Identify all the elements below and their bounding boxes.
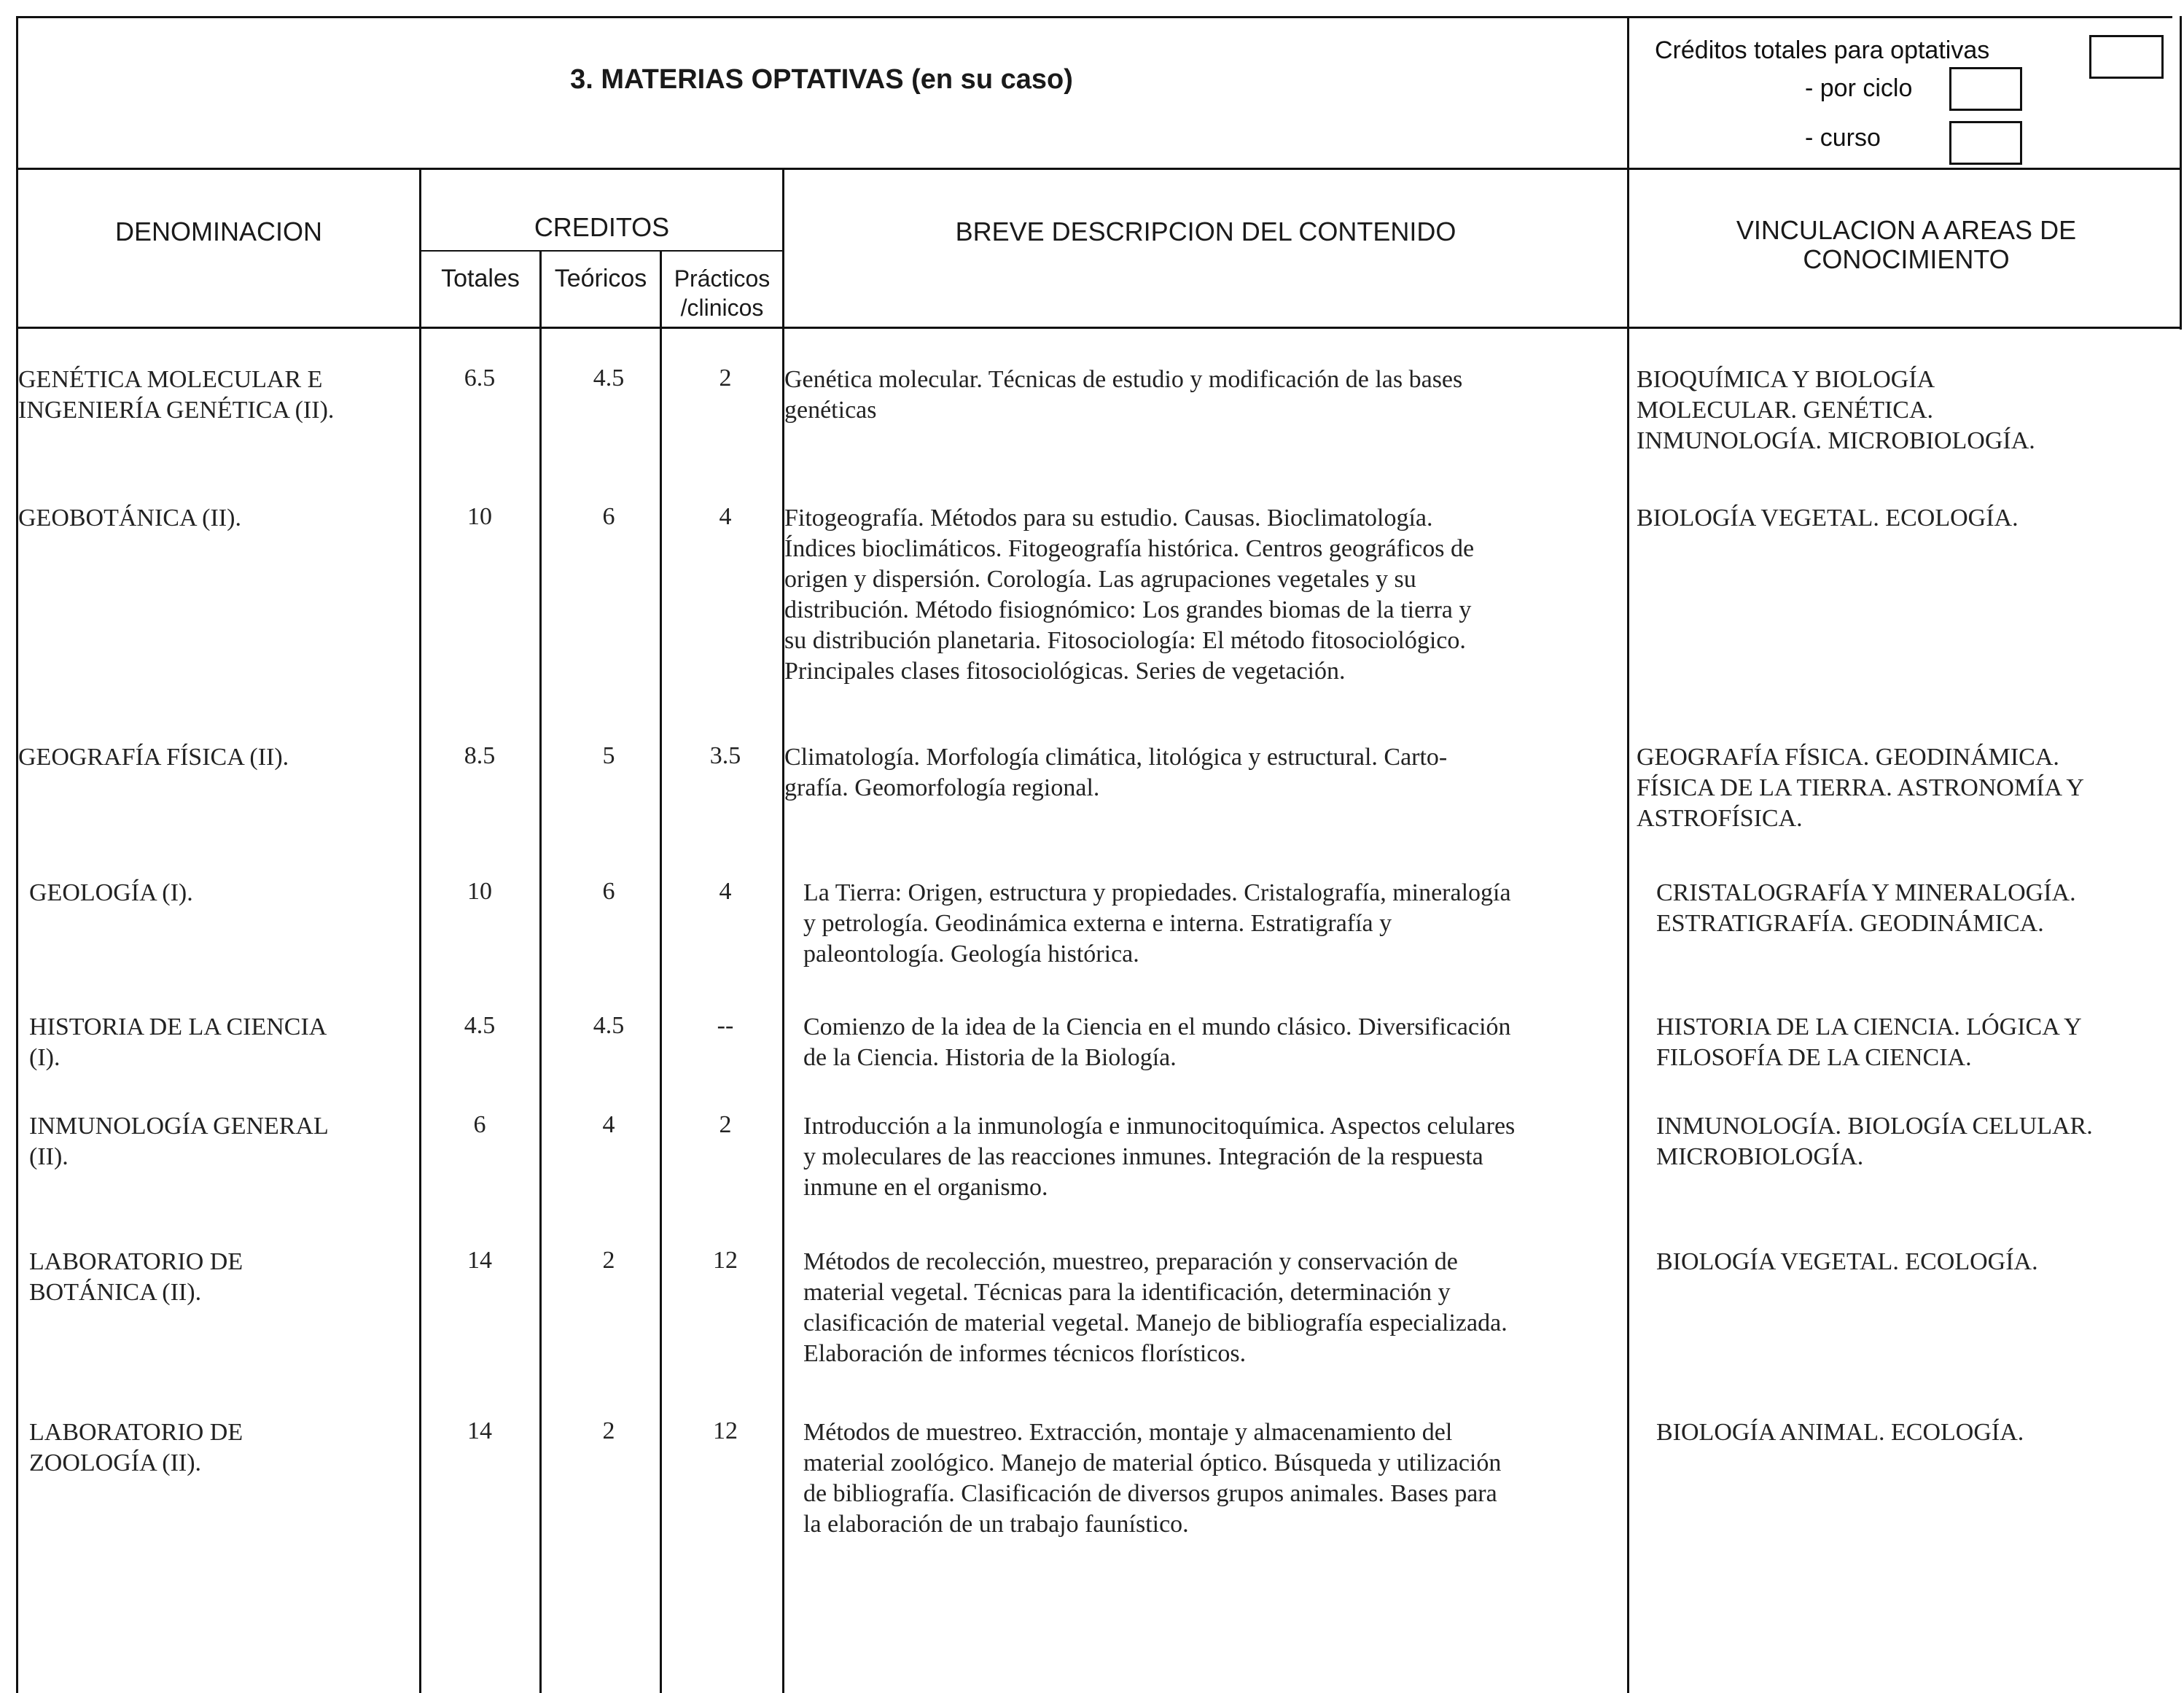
- row-totales: 6: [473, 1111, 486, 1138]
- header-divider-line: [16, 168, 2181, 170]
- por-ciclo-label: - por ciclo: [1805, 74, 1913, 102]
- row-description-line: Comienzo de la idea de la Ciencia en el mundo clásico. Diversificación: [803, 1013, 1511, 1040]
- row-area-line: GEOGRAFÍA FÍSICA. GEODINÁMICA.: [1637, 744, 2059, 771]
- frame-left-line: [16, 16, 18, 1693]
- row-area-line: ESTRATIGRAFÍA. GEODINÁMICA.: [1656, 910, 2044, 937]
- row-totales: 10: [467, 503, 492, 530]
- row-description: [803, 1417, 1624, 1540]
- row-area-line: FILOSOFÍA DE LA CIENCIA.: [1656, 1044, 1972, 1071]
- row-name-line: GEOGRAFÍA FÍSICA (II).: [18, 744, 289, 771]
- por-ciclo-box[interactable]: [1949, 67, 2022, 111]
- row-description: [784, 742, 1624, 803]
- creditos-subheader-line: [419, 250, 784, 252]
- row-teoricos: 2: [602, 1247, 615, 1274]
- row-areas: [1637, 365, 2180, 456]
- row-description-line: La Tierra: Origen, estructura y propiedades. Cristalografía, mineralogía: [803, 879, 1511, 906]
- row-name: [18, 365, 412, 426]
- row-areas: [1637, 742, 2180, 834]
- row-practicos: 12: [713, 1417, 738, 1444]
- curso-label: - curso: [1805, 124, 1881, 152]
- row-description-line: genéticas: [784, 397, 877, 424]
- row-practicos: --: [717, 1012, 734, 1039]
- row-description-line: Métodos de muestreo. Extracción, montaje y almacenamiento del: [803, 1419, 1453, 1446]
- row-teoricos: 6: [602, 878, 615, 905]
- row-description: [803, 1012, 1624, 1073]
- row-description-line: Índices bioclimáticos. Fitogeografía histórica. Centros geográficos de: [784, 535, 1475, 562]
- header-descripcion: BREVE DESCRIPCION DEL CONTENIDO: [955, 217, 1456, 246]
- row-description-line: Elaboración de informes técnicos florísticos.: [803, 1340, 1247, 1367]
- row-areas: [1656, 1111, 2180, 1172]
- row-practicos: 2: [719, 1111, 732, 1138]
- header-vinculacion-line1: VINCULACION A AREAS DE: [1736, 215, 2077, 245]
- row-description: [803, 1247, 1624, 1369]
- row-totales: 14: [467, 1417, 492, 1444]
- row-area-line: FÍSICA DE LA TIERRA. ASTRONOMÍA Y: [1637, 774, 2084, 801]
- row-area-line: CRISTALOGRAFÍA Y MINERALOGÍA.: [1656, 879, 2076, 906]
- row-description-line: Climatología. Morfología climática, litológica y estructural. Carto-: [784, 744, 1448, 771]
- row-area-line: INMUNOLOGÍA. MICROBIOLOGÍA.: [1637, 427, 2035, 454]
- row-description-line: origen y dispersión. Corología. Las agrupaciones vegetales y su: [784, 566, 1416, 593]
- header-practicos-line1: Prácticos: [674, 265, 771, 292]
- row-practicos: 4: [719, 503, 732, 530]
- row-description-line: clasificación de material vegetal. Manejo de bibliografía especializada.: [803, 1309, 1508, 1336]
- row-name-line: (II).: [29, 1143, 69, 1170]
- row-name-line: HISTORIA DE LA CIENCIA: [29, 1013, 327, 1040]
- row-description-line: paleontología. Geología histórica.: [803, 941, 1139, 968]
- row-practicos: 4: [719, 878, 732, 905]
- row-area-line: ASTROFÍSICA.: [1637, 805, 1803, 832]
- row-totales: 10: [467, 878, 492, 905]
- row-area-line: BIOLOGÍA VEGETAL. ECOLOGÍA.: [1656, 1248, 2038, 1275]
- row-description-line: de la Ciencia. Historia de la Biología.: [803, 1044, 1177, 1071]
- row-name-line: GEOLOGÍA (I).: [29, 879, 193, 906]
- row-description-line: la elaboración de un trabajo faunístico.: [803, 1511, 1189, 1538]
- header-creditos: CREDITOS: [534, 212, 670, 242]
- row-description-line: inmune en el organismo.: [803, 1174, 1048, 1201]
- header-vinculacion: [1629, 216, 2183, 274]
- row-name: [18, 503, 412, 534]
- row-description: [803, 878, 1624, 970]
- col-divider-teoricos: [660, 250, 662, 1693]
- row-area-line: BIOLOGÍA ANIMAL. ECOLOGÍA.: [1656, 1419, 2024, 1446]
- row-description-line: distribución. Método fisiognómico: Los grandes biomas de la tierra y: [784, 596, 1472, 623]
- row-name-line: INMUNOLOGÍA GENERAL: [29, 1113, 329, 1140]
- row-name: [29, 1111, 423, 1172]
- row-description-line: y moleculares de las reacciones inmunes. Integración de la respuesta: [803, 1143, 1483, 1170]
- credit-total-box[interactable]: [2089, 35, 2164, 79]
- row-description-line: material zoológico. Manejo de material óptico. Búsqueda y utilización: [803, 1449, 1502, 1476]
- row-teoricos: 4: [602, 1111, 615, 1138]
- row-practicos: 3.5: [709, 742, 741, 769]
- column-header-bottom-line: [16, 327, 2181, 329]
- header-practicos-line2: /clinicos: [680, 295, 764, 321]
- frame-top-line: [16, 16, 2172, 18]
- row-name-line: ZOOLOGÍA (II).: [29, 1449, 202, 1476]
- row-name: [29, 1417, 423, 1479]
- section-title: 3. MATERIAS OPTATIVAS (en su caso): [570, 64, 1073, 95]
- row-description-line: Métodos de recolección, muestreo, preparación y conservación de: [803, 1248, 1458, 1275]
- row-description-line: Introducción a la inmunología e inmunocitoquímica. Aspectos celulares: [803, 1113, 1516, 1140]
- col-divider-totales: [539, 250, 542, 1693]
- row-name-line: GENÉTICA MOLECULAR E: [18, 366, 323, 393]
- row-totales: 4.5: [464, 1012, 496, 1039]
- row-description-line: Genética molecular. Técnicas de estudio y modificación de las bases: [784, 366, 1463, 393]
- row-name-line: LABORATORIO DE: [29, 1419, 243, 1446]
- row-area-line: BIOQUÍMICA Y BIOLOGÍA: [1637, 366, 1935, 393]
- row-totales: 6.5: [464, 365, 496, 392]
- row-area-line: MICROBIOLOGÍA.: [1656, 1143, 1864, 1170]
- row-description-line: material vegetal. Técnicas para la identificación, determinación y: [803, 1279, 1451, 1306]
- row-description: [784, 365, 1624, 426]
- row-teoricos: 4.5: [593, 1012, 625, 1039]
- row-name-line: INGENIERÍA GENÉTICA (II).: [18, 397, 335, 424]
- row-teoricos: 4.5: [593, 365, 625, 392]
- row-description: [784, 503, 1624, 687]
- credit-total-label: Créditos totales para optativas: [1655, 36, 1990, 64]
- row-description-line: grafía. Geomorfología regional.: [784, 774, 1100, 801]
- row-description-line: Fitogeografía. Métodos para su estudio. Causas. Bioclimatología.: [784, 505, 1433, 532]
- row-name: [29, 878, 423, 908]
- header-denominacion: DENOMINACION: [114, 217, 322, 246]
- header-vinculacion-line2: CONOCIMIENTO: [1803, 244, 2010, 274]
- row-teoricos: 6: [602, 503, 615, 530]
- header-totales: Totales: [441, 265, 520, 292]
- row-totales: 14: [467, 1247, 492, 1274]
- row-name-line: BOTÁNICA (II).: [29, 1279, 202, 1306]
- row-practicos: 12: [713, 1247, 738, 1274]
- row-areas: [1656, 1247, 2180, 1277]
- row-practicos: 2: [719, 365, 732, 392]
- row-name: [29, 1012, 423, 1073]
- row-description-line: Principales clases fitosociológicas. Series de vegetación.: [784, 658, 1346, 685]
- row-name: [29, 1247, 423, 1308]
- row-description: [803, 1111, 1624, 1203]
- row-totales: 8.5: [464, 742, 496, 769]
- row-area-line: BIOLOGÍA VEGETAL. ECOLOGÍA.: [1637, 505, 2019, 532]
- row-description-line: su distribución planetaria. Fitosociología: El método fitosociológico.: [784, 627, 1466, 654]
- row-name-line: LABORATORIO DE: [29, 1248, 243, 1275]
- row-description-line: de bibliografía. Clasificación de diversos grupos animales. Bases para: [803, 1480, 1497, 1507]
- curso-box[interactable]: [1949, 121, 2022, 165]
- row-name-line: GEOBOTÁNICA (II).: [18, 505, 241, 532]
- row-description-line: y petrología. Geodinámica externa e interna. Estratigrafía y: [803, 910, 1392, 937]
- row-areas: [1637, 503, 2180, 534]
- row-teoricos: 2: [602, 1417, 615, 1444]
- row-areas: [1656, 878, 2180, 939]
- frame-right-line: [2180, 16, 2182, 330]
- row-name: [18, 742, 412, 773]
- row-area-line: MOLECULAR. GENÉTICA.: [1637, 397, 1934, 424]
- row-area-line: HISTORIA DE LA CIENCIA. LÓGICA Y: [1656, 1013, 2082, 1040]
- header-practicos: [662, 264, 782, 322]
- row-areas: [1656, 1012, 2180, 1073]
- row-teoricos: 5: [602, 742, 615, 769]
- header-teoricos: Teóricos: [554, 265, 647, 292]
- row-areas: [1656, 1417, 2180, 1448]
- row-name-line: (I).: [29, 1044, 61, 1071]
- row-area-line: INMUNOLOGÍA. BIOLOGÍA CELULAR.: [1656, 1113, 2093, 1140]
